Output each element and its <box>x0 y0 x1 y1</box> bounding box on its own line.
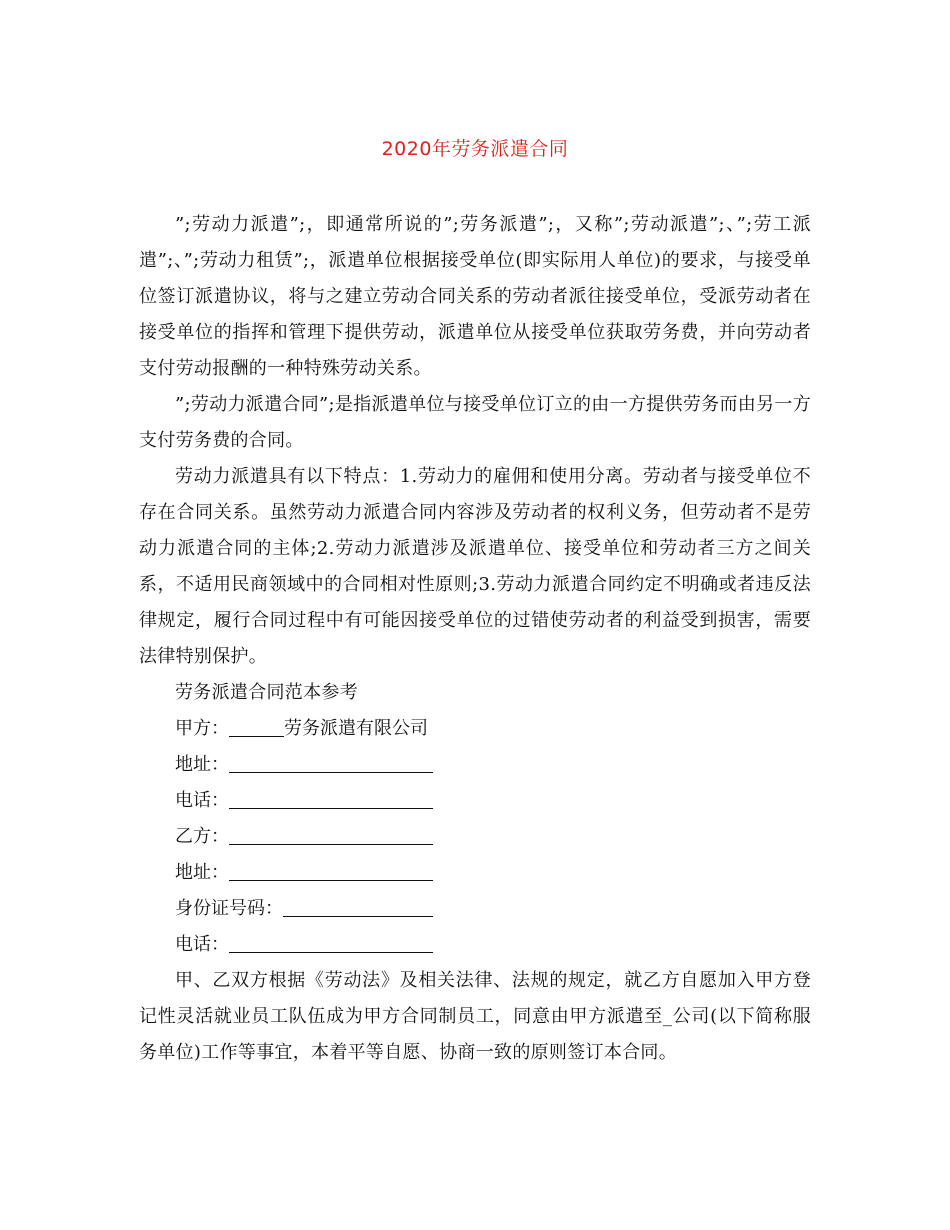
party-b-address-blank <box>229 858 433 881</box>
party-a-company-suffix: 劳务派遣有限公司 <box>284 718 428 739</box>
party-a-address-label: 地址： <box>175 754 229 775</box>
party-b-id-label: 身份证号码： <box>175 898 283 919</box>
paragraph-contract-definition: ”;劳动力派遣合同”;是指派遣单位与接受单位订立的由一方提供劳务而由另一方支付劳务费的合同。 <box>139 394 811 451</box>
party-b-field <box>139 819 811 855</box>
party-a-label: 甲方： <box>175 718 229 739</box>
party-a-phone-blank <box>229 786 433 809</box>
document-body <box>139 207 811 1071</box>
party-a-name-blank <box>229 714 284 737</box>
paragraph-features: 劳动力派遣具有以下特点：1.劳动力的雇佣和使用分离。劳动者与接受单位不存在合同关系。虽然劳动力派遣合同内容涉及劳动者的权利义务，但劳动者不是劳动力派遣合同的主体;2.劳动力派遣涉及派遣单位、接受单位和劳动者三方之间关系，不适用民商领域中的合同相对性原则;3.劳动力派遣合同约定不明确或者违反法律规定，履行合同过程中有可能因接受单位的过错使劳动者的利益受到损害，需要法律特别保护。 <box>139 466 811 667</box>
party-b-phone-blank <box>229 930 433 953</box>
paragraph-definition: ”;劳动力派遣”;，即通常所说的”;劳务派遣”;，又称”;劳动派遣”;、”;劳工派遣”;、”;劳动力租赁”;，派遣单位根据接受单位(即实际用人单位)的要求，与接受单位签订派遣协议，将与之建立劳动合同关系的劳动者派往接受单位，受派劳动者在接受单位的指挥和管理下提供劳动，派遣单位从接受单位获取劳务费，并向劳动者支付劳动报酬的一种特殊劳动关系。 <box>139 214 811 379</box>
party-b-address-field <box>139 855 811 891</box>
party-b-id-blank <box>283 894 433 917</box>
paragraph-closing: 甲、乙双方根据《劳动法》及相关法律、法规的规定，就乙方自愿加入甲方登记性灵活就业员工队伍成为甲方合同制员工，同意由甲方派遣至_公司(以下简称服务单位)工作等事宜，本着平等自愿、协商一致的原则签订本合同。 <box>139 970 811 1063</box>
party-b-label: 乙方： <box>175 826 229 847</box>
party-a-address-field <box>139 747 811 783</box>
party-b-id-field <box>139 891 811 927</box>
party-a-address-blank <box>229 750 433 773</box>
party-b-phone-field <box>139 927 811 963</box>
party-a-field <box>139 711 811 747</box>
party-b-name-blank <box>229 822 433 845</box>
template-heading: 劳务派遣合同范本参考 <box>175 682 358 703</box>
party-a-phone-field <box>139 783 811 819</box>
party-a-phone-label: 电话： <box>175 790 229 811</box>
document-title: 2020年劳务派遣合同 <box>381 138 569 160</box>
party-b-phone-label: 电话： <box>175 934 229 955</box>
party-b-address-label: 地址： <box>175 862 229 883</box>
